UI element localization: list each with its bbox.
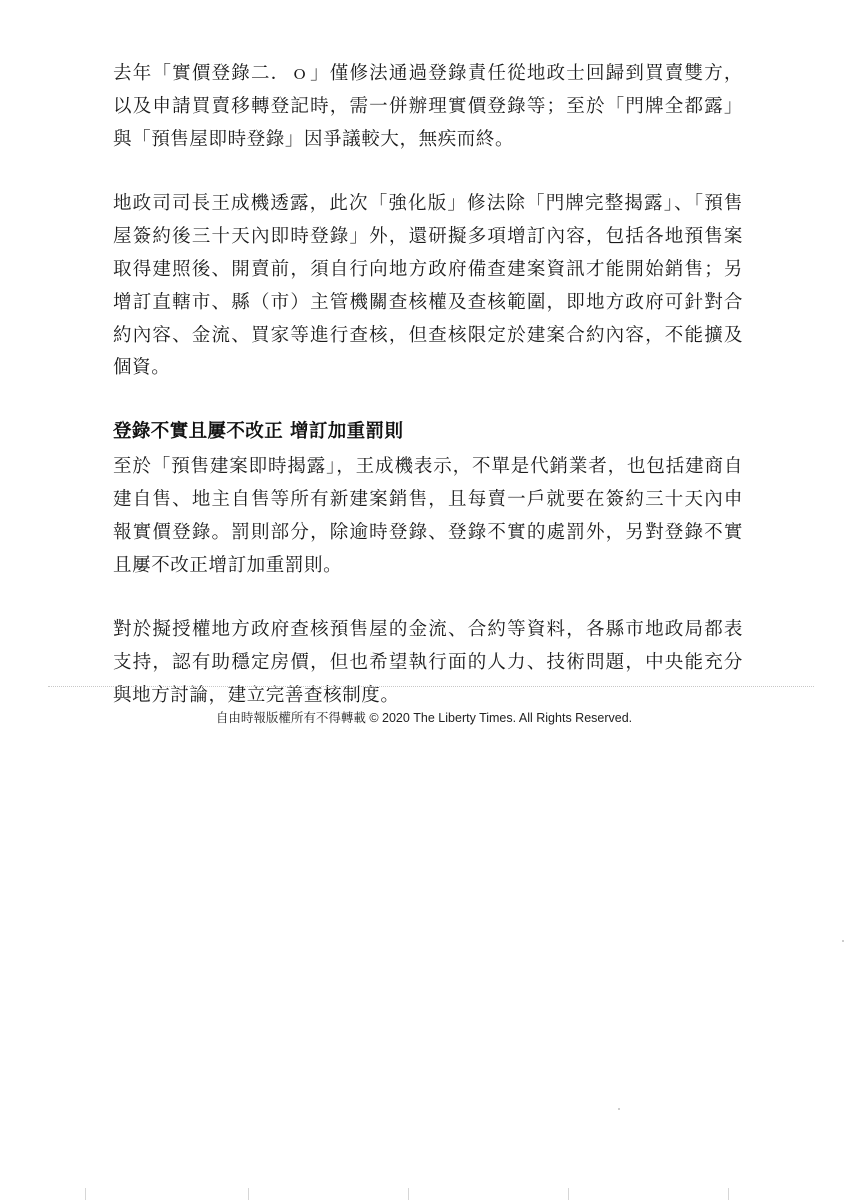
scan-tick <box>248 1188 249 1200</box>
scan-bottom-edge <box>0 1188 848 1200</box>
copyright-footer: 自由時報版權所有不得轉載 © 2020 The Liberty Times. All Rights Reserved. <box>215 711 633 725</box>
scan-tick <box>728 1188 729 1200</box>
scan-speck <box>842 940 844 942</box>
scan-tick <box>568 1188 569 1200</box>
scan-tick <box>85 1188 86 1200</box>
scan-speck <box>618 1108 620 1110</box>
section-subheading: 登錄不實且屢不改正 增訂加重罰則 <box>113 421 404 443</box>
paragraph-1: 去年「實價登錄二．ｏ」僅修法通過登錄責任從地政士回歸到買賣雙方，以及申請買賣移轉登記時，需一併辦理實價登錄等；至於「門牌全都露」與「預售屋即時登錄」因爭議較大，無疾而終。 <box>113 63 743 150</box>
article-body <box>113 58 743 745</box>
scan-tick <box>408 1188 409 1200</box>
paragraph-4: 對於擬授權地方政府查核預售屋的金流、合約等資料，各縣市地政局都表支持，認有助穩定房價，但也希望執行面的人力、技術問題，中央能充分與地方討論，建立完善查核制度。 <box>113 619 743 706</box>
footer-divider <box>48 686 814 687</box>
paragraph-2: 地政司司長王成機透露，此次「強化版」修法除「門牌完整揭露」、「預售屋簽約後三十天內即時登錄」外，還研擬多項增訂內容，包括各地預售案取得建照後、開賣前，須自行向地方政府備查建案資訊才能開始銷售；另增訂直轄市、縣（市）主管機關查核權及查核範圍，即地方政府可針對合約內容、金流、買家等進行查核，但查核限定於建案合約內容，不能擴及個資。 <box>113 193 743 379</box>
paragraph-3: 至於「預售建案即時揭露」，王成機表示，不單是代銷業者，也包括建商自建自售、地主自售等所有新建案銷售，且每賣一戶就要在簽約三十天內申報實價登錄。罰則部分，除逾時登錄、登錄不實的處罰外，另對登錄不實且屢不改正增訂加重罰則。 <box>113 456 743 576</box>
